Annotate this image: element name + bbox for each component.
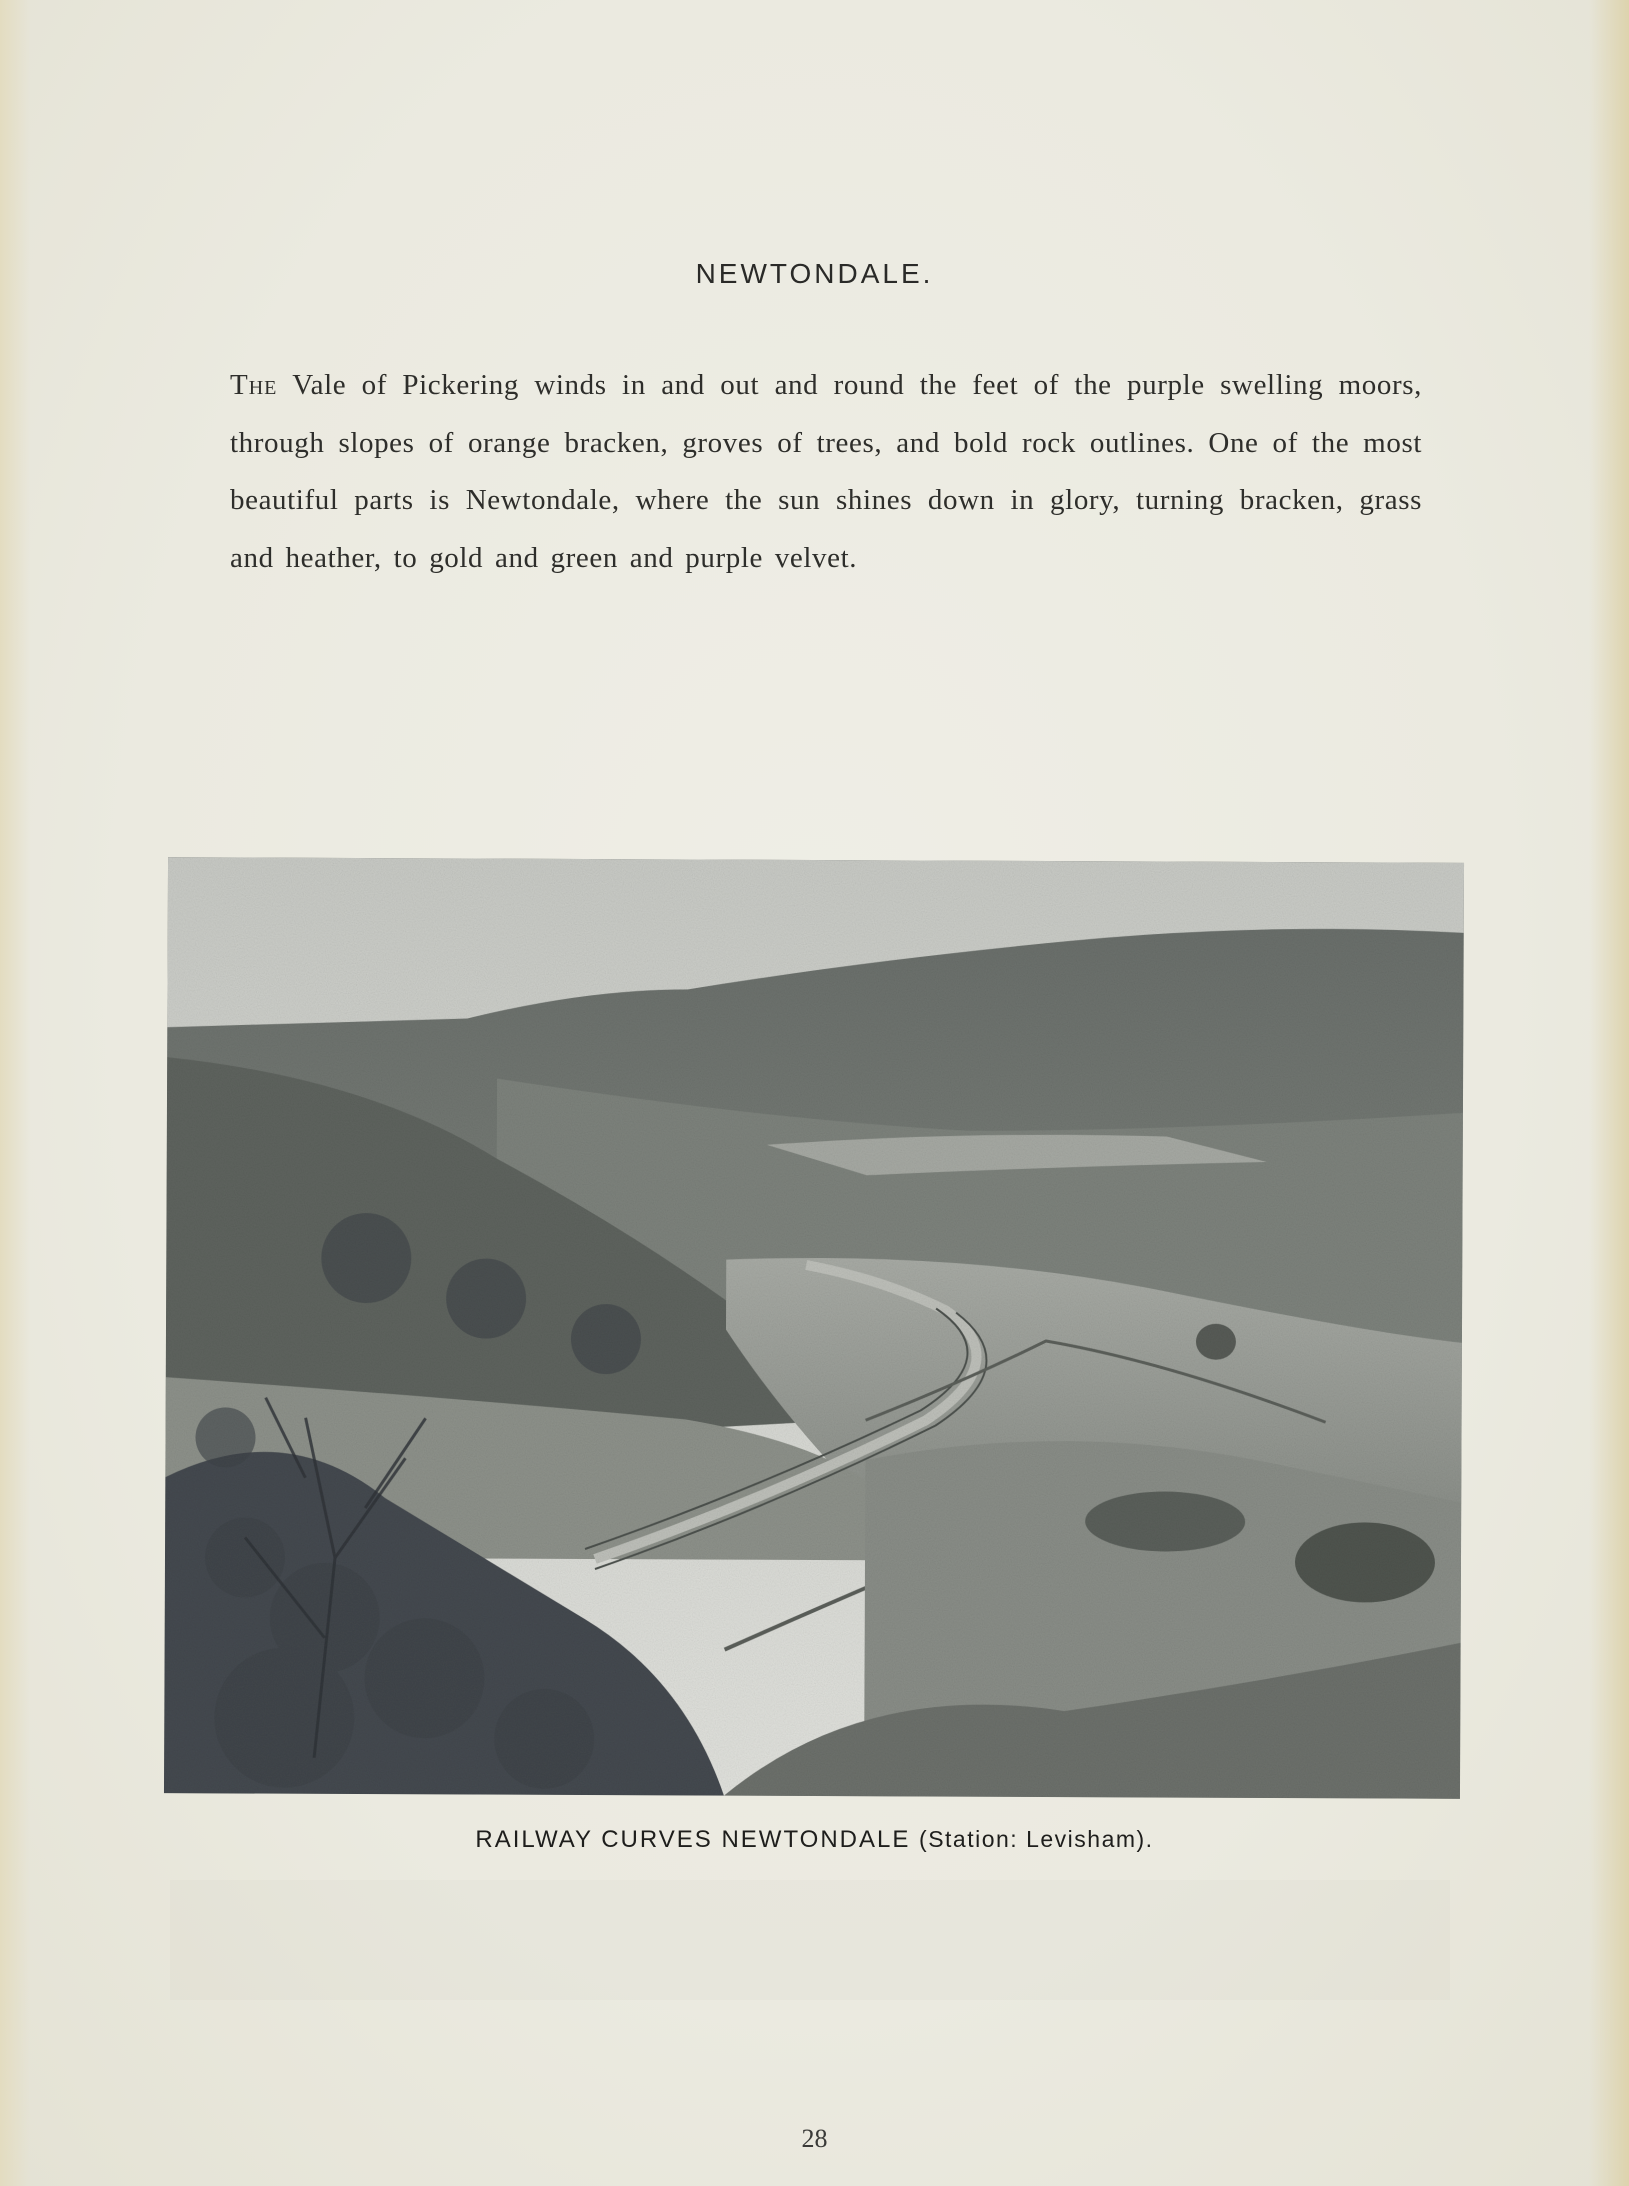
show-through-ghost: [170, 1880, 1450, 2000]
page-heading: NEWTONDALE.: [695, 258, 934, 289]
caption-main: RAILWAY CURVES NEWTONDALE: [475, 1826, 920, 1853]
page-left-edge: [0, 0, 30, 2186]
railway-valley-image: [164, 857, 1464, 1799]
body-lead-word: The: [230, 369, 278, 401]
caption-station: (Station: Levisham).: [919, 1826, 1154, 1852]
body-text: Vale of Pickering winds in and out and round the feet of the purple swelling moors, through slopes of orange bracken, groves of trees, and bold rock outlines. One of the most beautiful parts is Newtondale, where the sun shines down in glory, turning bracken, grass and heather, to gold and green and purple velvet.: [230, 369, 1422, 574]
photo-caption: [0, 1826, 1629, 1854]
body-paragraph: [230, 357, 1422, 587]
landscape-photograph: [164, 857, 1464, 1799]
page-number: 28: [801, 2124, 828, 2153]
page-right-edge: [1589, 0, 1629, 2186]
